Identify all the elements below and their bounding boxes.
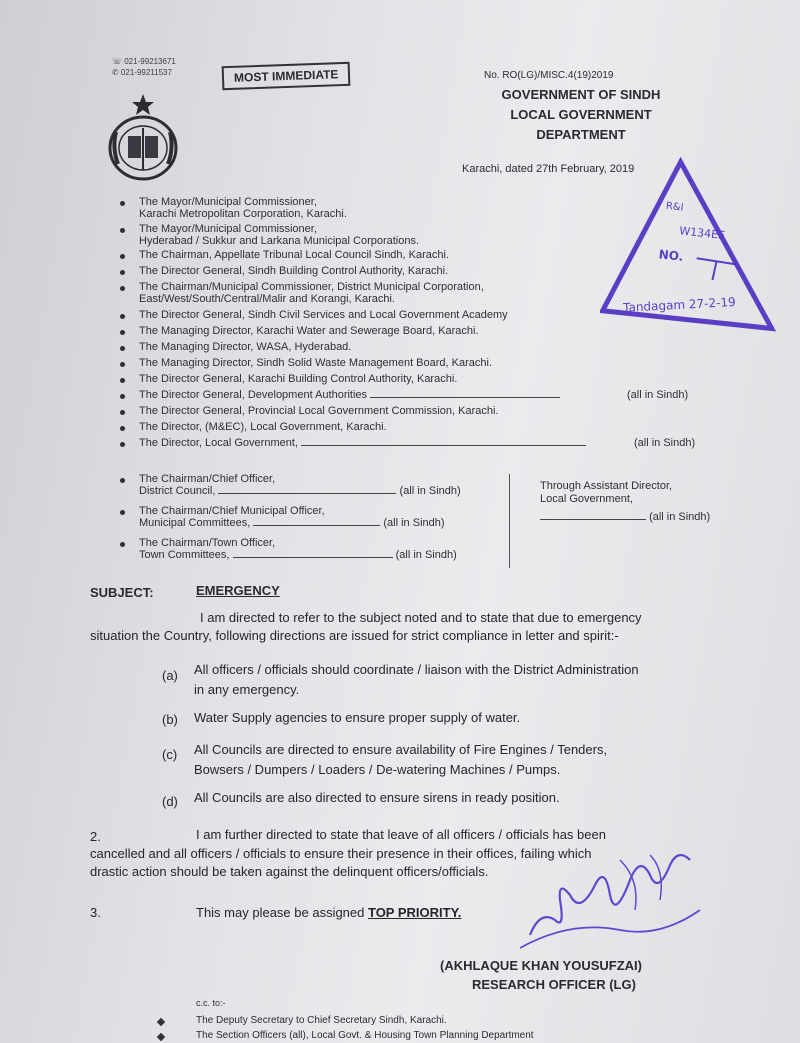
- addressee-line: The Director General, Karachi Building Control Authority, Karachi.: [139, 373, 458, 385]
- addressee-scope: (all in Sindh): [383, 517, 445, 529]
- stamp-line-4: Tandagam 27-2-19: [622, 294, 736, 315]
- addressee-line: The Managing Director, Karachi Water and Sewerage Board, Karachi.: [139, 325, 479, 337]
- addressee-line: [139, 517, 445, 529]
- item-line: Bowsers / Dumpers / Loaders / De-watering Machines / Pumps.: [194, 762, 561, 777]
- receipt-stamp: [600, 150, 800, 340]
- addressee-line: The Managing Director, Sindh Solid Waste Management Board, Karachi.: [139, 357, 492, 369]
- para2-line-1: I am further directed to state that leave of all officers / officials has been: [196, 827, 606, 842]
- through-line: Local Government,: [540, 493, 633, 505]
- addressee-line: The Chairman/Chief Officer,: [139, 473, 276, 485]
- addressee-text: The Director, Local Government,: [139, 437, 298, 449]
- addressee-scope: (all in Sindh): [634, 437, 696, 449]
- signatory-title: RESEARCH OFFICER (LG): [472, 977, 636, 992]
- phone-numbers: [112, 56, 176, 78]
- cc-line: The Section Officers (all), Local Govt. & Housing Town Planning Department: [196, 1030, 534, 1041]
- addressee-text: The Director General, Development Authorities: [139, 389, 368, 401]
- item-line: All Councils are also directed to ensure sirens in ready position.: [194, 790, 560, 805]
- para3-text: This may please be assigned: [196, 905, 368, 920]
- para3-line: [196, 904, 461, 921]
- addressee-line: Hyderabad / Sukkur and Larkana Municipal Corporations.: [139, 235, 420, 247]
- addressee-line: The Chairman/Town Officer,: [139, 537, 276, 549]
- addressee-line: The Director, (M&EC), Local Government, Karachi.: [139, 421, 387, 433]
- addressee-text: Town Committees,: [139, 549, 230, 561]
- addressee-line: [139, 437, 586, 449]
- subject-title: EMERGENCY: [196, 583, 280, 598]
- item-label: (d): [162, 794, 178, 809]
- item-label: (b): [162, 712, 178, 727]
- cc-label: c.c. to:-: [196, 998, 226, 1008]
- divider-vertical: [509, 474, 510, 568]
- addressee-line: The Director General, Sindh Building Control Authority, Karachi.: [139, 265, 449, 277]
- cc-line: The Deputy Secretary to Chief Secretary Sindh, Karachi.: [196, 1015, 447, 1026]
- phone-line-1: ☏ 021-99213671: [112, 57, 176, 66]
- priority-box: MOST IMMEDIATE: [222, 62, 351, 90]
- intro-line-2: situation the Country, following directions are issued for strict compliance in letter and spirit:-: [90, 628, 619, 643]
- addressee-line: [139, 389, 560, 401]
- item-line: Water Supply agencies to ensure proper supply of water.: [194, 710, 521, 725]
- addressee-text: District Council,: [139, 485, 216, 497]
- signatory-name: (AKHLAQUE KHAN YOUSUFZAI): [440, 958, 642, 973]
- top-priority-text: TOP PRIORITY.: [367, 905, 462, 920]
- item-line: All officers / officials should coordinate / liaison with the District Administration: [194, 662, 639, 677]
- addressee-scope: (all in Sindh): [399, 485, 461, 497]
- addressee-line: East/West/South/Central/Malir and Korangi, Karachi.: [139, 293, 395, 305]
- phone-line-2: ✆ 021-99211537: [112, 68, 172, 77]
- fill-blank: [540, 519, 646, 520]
- addressee-line: The Director General, Sindh Civil Services and Local Government Academy: [139, 309, 508, 321]
- through-line: [540, 511, 710, 523]
- addressee-scope: (all in Sindh): [627, 389, 689, 401]
- gov-line-2: LOCAL GOVERNMENT: [510, 107, 652, 122]
- fill-blank: [233, 557, 393, 558]
- item-line: All Councils are directed to ensure availability of Fire Engines / Tenders,: [194, 742, 608, 757]
- addressee-scope: (all in Sindh): [395, 549, 457, 561]
- fill-blank: [301, 445, 586, 446]
- addressee-line: The Managing Director, WASA, Hyderabad.: [139, 341, 352, 353]
- through-line: Through Assistant Director,: [540, 480, 673, 492]
- addressee-line: The Chairman/Chief Municipal Officer,: [139, 505, 325, 517]
- para2-line-3: drastic action should be taken against the delinquent officers/officials.: [90, 864, 489, 879]
- stamp-line-3: NO.: [658, 247, 684, 264]
- stamp-line-2: W134EE: [678, 224, 726, 243]
- addressee-line: The Director General, Provincial Local Government Commission, Karachi.: [139, 405, 499, 417]
- fill-blank: [218, 493, 396, 494]
- addressee-line: Karachi Metropolitan Corporation, Karachi.: [139, 208, 347, 220]
- para2-line-2: cancelled and all officers / officials to ensure their presence in their offices, failing which: [90, 846, 592, 861]
- addressee-line: The Chairman/Municipal Commissioner, District Municipal Corporation,: [139, 281, 484, 293]
- gov-line-3: DEPARTMENT: [536, 127, 626, 142]
- para-number: 2.: [90, 829, 101, 844]
- item-label: (c): [162, 747, 178, 762]
- fill-blank: [370, 397, 560, 398]
- government-seal-icon: [104, 92, 182, 184]
- intro-line-1: I am directed to refer to the subject noted and to state that due to emergency: [200, 610, 642, 625]
- addressee-line: The Mayor/Municipal Commissioner,: [139, 223, 317, 235]
- addressee-line: The Chairman, Appellate Tribunal Local Council Sindh, Karachi.: [139, 249, 450, 261]
- addressee-line: [139, 549, 457, 561]
- fill-blank: [253, 525, 380, 526]
- para-number: 3.: [90, 905, 101, 920]
- handwritten-signature: [500, 840, 710, 955]
- item-label: (a): [162, 668, 178, 683]
- reference-number: No. RO(LG)/MISC.4(19)2019: [484, 70, 614, 81]
- subject-label: SUBJECT:: [90, 585, 154, 600]
- stamp-line-1: R&I: [665, 200, 685, 214]
- item-line: in any emergency.: [194, 682, 300, 697]
- addressee-scope: (all in Sindh): [649, 511, 711, 523]
- dated-line: Karachi, dated 27th February, 2019: [462, 163, 635, 175]
- addressee-line: [139, 485, 461, 497]
- addressee-text: Municipal Committees,: [139, 517, 251, 529]
- addressee-line: The Mayor/Municipal Commissioner,: [139, 196, 317, 208]
- gov-line-1: GOVERNMENT OF SINDH: [501, 87, 661, 102]
